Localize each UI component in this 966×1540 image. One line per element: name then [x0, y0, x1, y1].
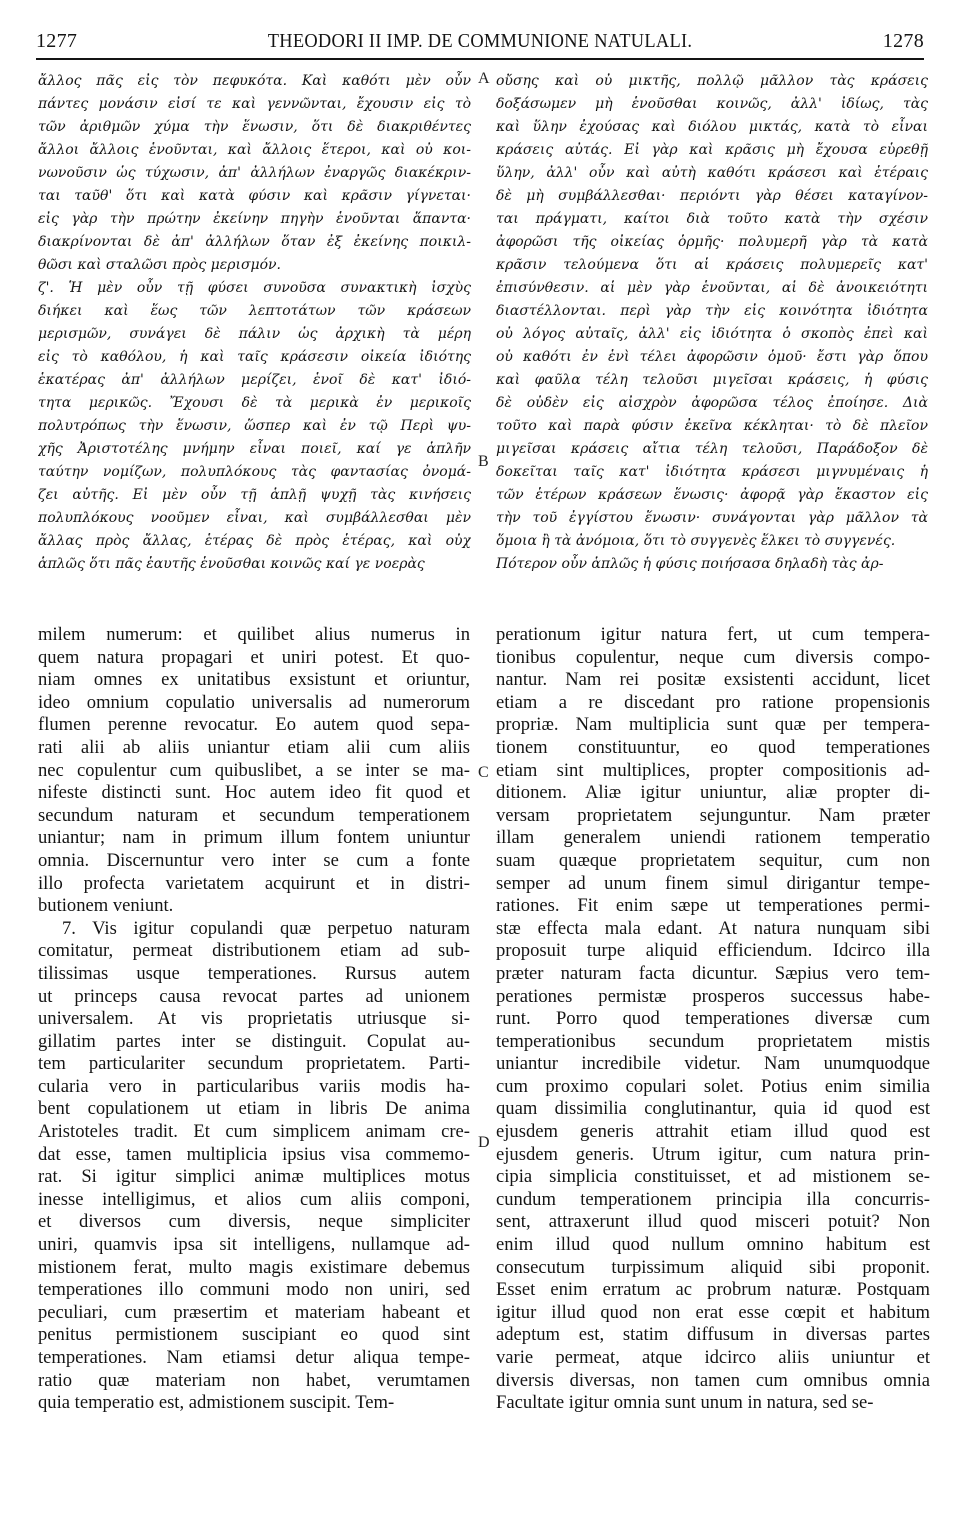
text-line: uniantur; nam in primum illum fontem uniuntur: [38, 827, 470, 849]
text-line: οὐ λόγος αὐταῖς, ἀλλ' εἰς ἰδιότητα ὁ σκοπὸς ἐπεὶ καὶ: [496, 326, 928, 342]
text-line: cularia vero in particularibus variis modis ha-: [38, 1075, 470, 1097]
text-line: quia temperatio est, admistionem suscipit. Tem-: [38, 1392, 395, 1414]
text-line: κράσεις αὐτάς. Εἰ γὰρ καὶ κρᾶσις μὴ ἔχουσα εὑρεθῇ: [496, 142, 928, 158]
text-line: perationum igitur natura fert, ut cum tempera-: [496, 624, 930, 645]
text-line: illam generalem uniendi rationem temperatio: [496, 827, 930, 849]
text-line: etiam sint multiplices, propter compositionis ad-: [496, 759, 930, 781]
text-line: igitur illud quod non erat esse cœpit et habitum: [496, 1301, 930, 1323]
text-line: ἐπισύνθεσιν. αἱ μὲν γὰρ ἑνοῦνται, αἱ δὲ ἀνοικειότητι: [496, 280, 928, 296]
text-line: μερισμῶν, συνάγει δὲ πάλιν ὡς ἀρχικὴ τὰ μέρη: [38, 326, 471, 342]
latin-text-right-column: [496, 624, 930, 1415]
text-line: mistionem ferat, multo magis existimare debemus: [38, 1256, 470, 1278]
text-line: ἄλλος πᾶς εἰς τὸν πεφυκότα. Καὶ καθότι μὲν οὖν: [38, 73, 471, 89]
text-line: πάντες μονάσιν εἰσί τε καὶ γεννῶνται, ἔχουσιν εἰς τὸ: [38, 96, 471, 112]
text-line: tionibus copulentur, neque cum diversis compo-: [496, 646, 930, 668]
text-line: dat esse, tamen multiplicia ipsius visa commemo-: [38, 1143, 470, 1165]
text-line: δοξάσωμεν μὴ ἑνοῦσθαι κοινῶς, ἀλλ' ἰδίως, τὰς: [496, 96, 928, 112]
text-line: butionem veniunt.: [38, 895, 174, 917]
text-line: μιγεῖσαι κράσεις αἴτια τέλη τελοῦσι, Παράδοξον δὲ: [496, 441, 928, 457]
text-line: temperationes illo communi modo non uniri, sed: [38, 1279, 470, 1301]
text-line: ζ'. Ἡ μὲν οὖν τῇ φύσει συνοῦσα συνακτικὴ ἰσχὺς: [38, 280, 471, 296]
text-line: ἀφορῶσι τῆς οἰκείας ὁρμῆς· πολυμερῆ γὰρ τὰ κατὰ: [496, 234, 928, 250]
text-line: τὴν τοῦ ἐγγίστου ἕνωσιν· συνάγονται γὰρ μᾶλλον τὰ: [496, 510, 928, 526]
text-line: flumen perenne revocatur. Eo autem quod sepa-: [38, 714, 470, 736]
page-header: [36, 30, 924, 56]
text-line: 7. Vis igitur copulandi quæ perpetuo naturam: [62, 917, 470, 939]
text-line: semper ad unum finem simul dirigantur tempe-: [496, 872, 930, 894]
left-page-number: 1277: [36, 30, 78, 52]
right-page-number: 1278: [882, 30, 924, 52]
text-line: ejusdem generis. Utrum igitur, cum natura prin-: [496, 1143, 930, 1165]
text-line: τητα μερικῶς. Ἔχουσι δὲ τὰ μερικὰ ἐν μερικοῖς: [38, 395, 471, 411]
text-line: versam proprietatem sejunguntur. Nam præter: [496, 804, 930, 826]
text-line: πολυτρόπως τὴν ἕνωσιν, ὥσπερ καὶ ἐν τῷ Περὶ ψυ-: [38, 418, 471, 434]
text-line: inesse intelligimus, et alios cum aliis componi,: [38, 1188, 470, 1210]
text-line: et diversos cum diversis, neque simpliciter: [38, 1211, 470, 1233]
margin-marker-b: B: [478, 453, 489, 470]
text-line: præter naturam facta dicuntur. Sæpius vero tem-: [496, 962, 930, 984]
text-line: καὶ ὕλην ἐχούσας καὶ διόλου μικτάς, κατὰ τὸ εἶναι: [496, 119, 928, 135]
margin-marker-d: D: [478, 1134, 490, 1151]
text-line: gillatim partes inter se distinguit. Copulat au-: [38, 1030, 470, 1052]
header-rule: [36, 58, 924, 60]
text-line: nifeste distincti sunt. Hoc autem ideo fit quod et: [38, 782, 470, 804]
text-line: omnia. Discernuntur vero inter se cum a fonte: [38, 849, 470, 871]
text-line: cundum temperationem principia illa concurris-: [496, 1188, 930, 1210]
text-line: δοκεῖται ταῖς κατ' ἰδιότητα κράσεσι μιγνυμέναις ἡ: [496, 464, 928, 480]
text-line: temperationes. Nam etiamsi detur aliqua tempe-: [38, 1347, 470, 1368]
text-line: διακρίνονται δὲ ἀπ' ἀλλήλων ὅταν ἐξ ἐκείνης ποικιλ-: [38, 234, 471, 250]
text-line: ἁπλῶς ὅτι πᾶς ἑαυτῆς ἑνοῦσθαι κοινῶς καί γε νοερὰς: [38, 556, 425, 572]
text-line: Facultate igitur omnia sunt unum in natura, sed se-: [496, 1392, 874, 1414]
text-line: οὐ καθότι ἐν ἑνὶ τέλει ἀφορῶσιν ὁμοῦ· ἔστι γὰρ ὅπου: [496, 349, 928, 365]
text-line: κρᾶσιν τελούμενα ὅτι αἱ κράσεις πολυμερεῖς κατ': [496, 257, 928, 273]
text-line: enim illud quod nullum omnino habitum est: [496, 1234, 930, 1256]
text-line: rat. Si igitur simplici animæ multiplices motus: [38, 1166, 470, 1188]
text-line: ται πράγματι, καίτοι διὰ τοῦτο κατὰ τὴν σχέσιν: [496, 211, 928, 227]
text-line: stæ effecta mala edant. At natura nunquam sibi: [496, 917, 930, 939]
text-line: nantur. Nam rei positæ exsistenti accidunt, licet: [496, 669, 930, 691]
text-line: Esset enim erratum ac probrum naturæ. Postquam: [496, 1279, 930, 1301]
text-line: ratio quæ materiam non habet, verumtamen: [38, 1369, 470, 1391]
latin-text-left-column: [38, 624, 470, 1415]
text-line: δὲ μὴ συμβάλλεσθαι· περιόντι γὰρ θέσει καταγίνον-: [496, 188, 928, 204]
text-line: consecutum turpissimum aliquid sibi proponit.: [496, 1256, 930, 1278]
text-line: temperationibus secundum proprietatem mistis: [496, 1030, 930, 1052]
text-line: tilissimas usque temperationes. Rursus autem: [38, 962, 470, 984]
text-line: runt. Porro quod temperationes diversæ cum: [496, 1008, 930, 1030]
text-line: ταύτην νομίζων, πολυπλόκους τὰς φαντασίας ὀνομά-: [38, 464, 471, 480]
text-line: tionem constituuntur, eo quod temperationes: [496, 736, 930, 758]
text-line: uniri, quamvis ipsa sit intelligens, nullamque ad-: [38, 1234, 470, 1256]
text-line: universalem. At vis proprietatis utriusque si-: [38, 1008, 470, 1030]
text-line: rati alii ab aliis uniantur etiam alii cum aliis: [38, 736, 470, 758]
text-line: διήκει καὶ ἕως τῶν λεπτοτάτων τῶν κράσεων: [38, 303, 471, 319]
text-line: ται ταῦθ' ὅτι καὶ κατὰ φύσιν καὶ κρᾶσιν γίγνεται·: [38, 188, 471, 204]
text-line: ejusdem generis attrahit etiam illud quod est: [496, 1121, 930, 1143]
text-line: niam omnes ex unitatibus exsistunt et oriuntur,: [38, 669, 470, 691]
text-line: peculiari, cum præsertim et materiam habeant et: [38, 1301, 470, 1323]
greek-text-left-column: [38, 70, 471, 576]
text-line: ut princeps causa revocat partes ad unionem: [38, 985, 470, 1007]
text-line: χῆς Ἀριστοτέλης μνήμην εἶναι ποιεῖ, καί γε ἁπλῆν: [38, 441, 471, 457]
text-line: cum proximo copulari solet. Potius enim similia: [496, 1075, 930, 1097]
text-line: suam quæque proprietatem sequitur, cum non: [496, 849, 930, 871]
text-line: νωνοῦσιν ὡς τύχωσιν, ἀπ' ἀλλήλων ἐναργῶς διακέκριν-: [38, 165, 471, 181]
text-line: quam dissimilia conglutinantur, quia id quod est: [496, 1098, 930, 1120]
text-line: τῶν ἑτέρων κράσεων ἕνωσις· ἀφορᾷ γὰρ ἕκαστον εἰς: [496, 487, 928, 503]
text-line: milem numerum: et quilibet alius numerus in: [38, 624, 470, 645]
text-line: varie permeat, atque idcirco aliis uniuntur et: [496, 1347, 930, 1368]
text-line: Πότερον οὖν ἁπλῶς ἡ φύσις ποιήσασα δηλαδὴ τὰς ἀρ-: [496, 556, 884, 572]
text-line: tem particulariter secundum proprietatem. Parti-: [38, 1053, 470, 1075]
text-line: diversis diversas, non tamen cum omnibus omnia: [496, 1369, 930, 1391]
text-line: sent, attraxerunt illud quod misceri potuit? Non: [496, 1211, 930, 1233]
text-line: τῶν ἀριθμῶν χύμα τὴν ἕνωσιν, ὅτι δὲ διακριθέντες: [38, 119, 471, 135]
text-line: ἑκατέρας ἀπ' ἀλλήλων μερίζει, ἑνοῖ δὲ κατ' ἰδιό-: [38, 372, 471, 388]
running-title: THEODORI II IMP. DE COMMUNIONE NATULALI.: [267, 30, 693, 52]
margin-marker-a: A: [478, 70, 490, 87]
text-line: bent copulationem ut etiam in libris De anima: [38, 1098, 470, 1120]
text-line: θῶσι καὶ σταλῶσι πρὸς μερισμόν.: [38, 257, 281, 273]
text-line: πολυπλόκους νοοῦμεν εἶναι, καὶ συμβάλλεσθαι μὲν: [38, 510, 471, 526]
text-line: εἰς γὰρ τὴν πρώτην ἐκείνην πηγὴν ἑνοῦνται ἅπαντα·: [38, 211, 471, 227]
text-line: illo profecta varietatem acquirunt et in distri-: [38, 872, 470, 894]
text-line: Aristoteles tradit. Et cum simplicem animam cre-: [38, 1121, 470, 1143]
text-line: ἄλλοι ἄλλοις ἑνοῦνται, καὶ ἄλλοις ἕτεροι, καὶ οὐ κοι-: [38, 142, 471, 158]
text-line: ὅμοια ἢ τὰ ἀνόμοια, ὅτι τὸ συγγενὲς ἕλκει τὸ συγγενές.: [496, 533, 896, 549]
margin-marker-c: C: [478, 764, 489, 781]
text-line: ideo omnium copulatio universalis ad numerorum: [38, 691, 470, 713]
text-line: διαστέλλονται. περὶ γὰρ τὴν εἰς κοινότητα ἰδιότητα: [496, 303, 928, 319]
text-line: quem natura propagari et uniri potest. Et quo-: [38, 646, 470, 668]
text-line: ζει αὐτῆς. Εἰ μὲν οὖν τῇ ἁπλῇ ψυχῇ τὰς κινήσεις: [38, 487, 471, 503]
text-line: comitatur, permeat distributionem etiam ad sub-: [38, 940, 470, 962]
text-line: εἰς τὸ καθόλου, ἡ καὶ ταῖς κράσεσιν οἰκεία ἰδιότης: [38, 349, 471, 365]
text-line: penitus permistionem suscipiant eo quod sint: [38, 1324, 470, 1346]
text-line: nec copulentur cum quibuslibet, a se inter se ma-: [38, 759, 470, 781]
text-line: secundum naturam et secundum temperationem: [38, 804, 470, 826]
text-line: uniantur incredibile videtur. Nam unumquodque: [496, 1053, 930, 1075]
text-line: cipia simplicia constituisset, et ad mistionem se-: [496, 1166, 930, 1188]
text-line: propriæ. Nam multiplicia sunt quæ per tempera-: [496, 714, 930, 736]
text-line: rationes. Fit enim sæpe ut temperationes permi-: [496, 895, 930, 917]
text-line: ὕλην, ἀλλ' οὖν καὶ αὐτὴ καθότι κράσεσι καὶ ἑτέραις: [496, 165, 928, 181]
greek-text-right-column: [496, 70, 928, 576]
text-line: καὶ φαῦλα τέλη τελοῦσι μιγεῖσαι κράσεις, ἡ φύσις: [496, 372, 928, 388]
text-line: ditionem. Aliæ igitur uniuntur, aliæ propter di-: [496, 782, 930, 804]
text-line: δὲ οὐδὲν εἰς αἰσχρὸν ἀφορῶσα τέλος ἐποίησε. Διὰ: [496, 395, 928, 411]
text-line: τοῦτο καὶ παρὰ φύσιν ἐκεῖνα κέκληται· τὸ δὲ πλεῖον: [496, 418, 928, 434]
text-line: adeptum est, statim diffusum in diversas partes: [496, 1324, 930, 1346]
text-line: perationes permistæ prosperos successus habe-: [496, 985, 930, 1007]
text-line: etiam a re discedant pro ratione propensionis: [496, 691, 930, 713]
text-line: οὔσης καὶ οὐ μικτῆς, πολλῷ μᾶλλον τὰς κράσεις: [496, 73, 928, 89]
text-line: ἄλλας πρὸς ἄλλας, ἑτέρας δὲ πρὸς ἑτέρας, καὶ οὐχ: [38, 533, 471, 549]
text-line: proposuit turpe aliquid efficiendum. Idcirco illa: [496, 940, 930, 962]
